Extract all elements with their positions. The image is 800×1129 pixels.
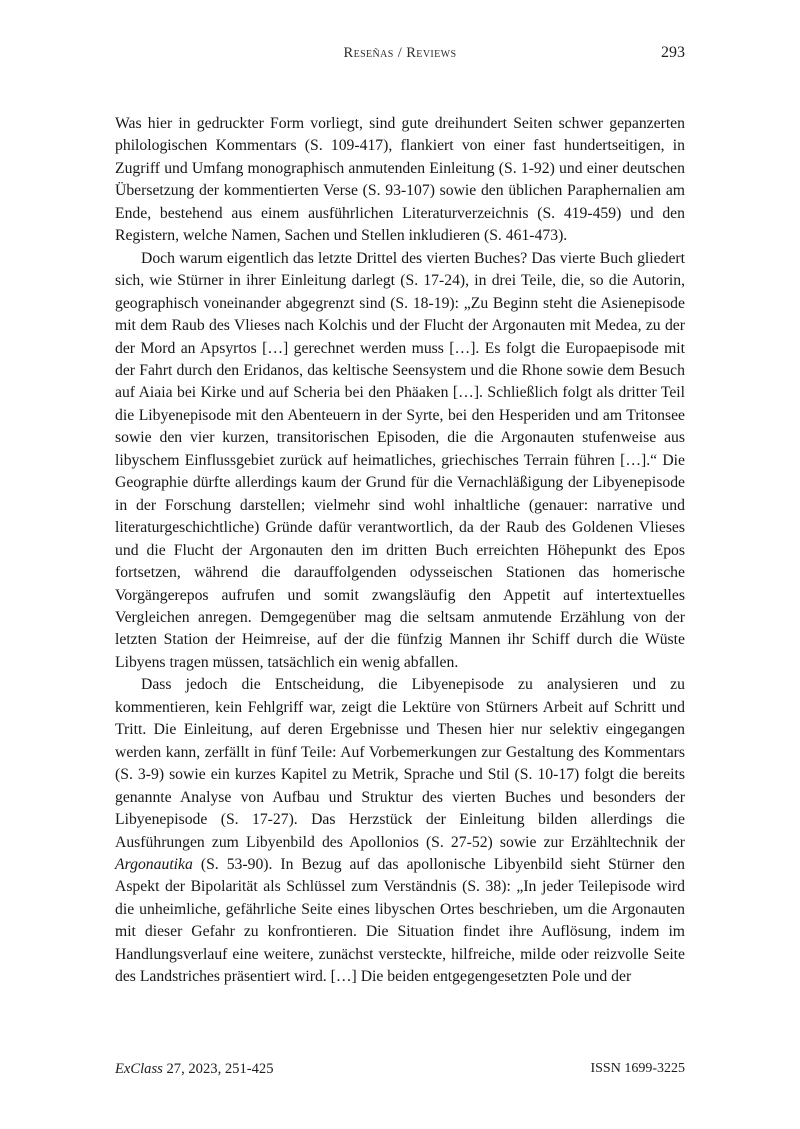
- paragraph-1: Was hier in gedruckter Form vorliegt, sind gute dreihundert Seiten schwer gepanzerten philologischen Kommentars (S. 109-417), flankiert von einer fast hundertseitigen, in Zugriff und Umfang monographisch anmutenden Einleitung (S. 1-92) und einer deutschen Übersetzung der kommentierten Verse (S. 93-107) sowie den üblichen Paraphernalien am Ende, bestehend aus einem ausführlichen Literaturverzeichnis (S. 419-459) und den Registern, welche Namen, Sachen und Stellen inkludieren (S. 461-473).: [115, 115, 685, 245]
- running-head: [115, 45, 685, 67]
- page-footer: [115, 1061, 685, 1081]
- footer-citation-detail: 27, 2023, 251-425: [162, 1061, 274, 1077]
- paragraph-3: [115, 674, 685, 988]
- paragraph-3-text-run: Dass jedoch die Entscheidung, die Libyenepisode zu analysieren und zu kommentieren, kein Fehlgriff war, zeigt die Lektüre von Stürners Arbeit auf Schritt und Tritt. Die Einleitung, auf deren Ergebnisse und Thesen hier nur selektiv eingegangen werden kann, zerfällt in fünf Teile: Auf Vorbemerkungen zur Gestaltung des Kommentars (S. 3-9) sowie ein kurzes Kapitel zu Metrik, Sprache und Stil (S. 10-17) folgt die bereits genannte Analyse von Aufbau und Struktur des vierten Buches und besonders der Libyenepisode (S. 17-27). Das Herzstück der Einleitung bilden allerdings die Ausführungen zum Libyenbild des Apollonios (S. 27-52) sowie zur Erzähltechnik der: [115, 676, 685, 851]
- body-text-column: [115, 113, 685, 989]
- footer-citation: [115, 1061, 274, 1078]
- running-head-title: Reseñas / Reviews: [343, 45, 457, 61]
- journal-title: ExClass: [115, 1061, 163, 1077]
- paragraph-3-text-run: (S. 53-90). In Bezug auf das apollonische Libyenbild sieht Stürner den Aspekt der Bipolarität als Schlüssel zum Verständnis (S. 38): „In jeder Teilepisode wird die unheimliche, gefährliche Seite eines libyschen Ortes beschrieben, um die Argonauten mit dieser Gefahr zu konfrontieren. Die Situation findet ihre Auflösung, indem im Handlungsverlauf eine weitere, zunächst versteckte, hilfreiche, milde oder reizvolle Seite des Landstriches präsentiert wird. […] Die beiden entgegengesetzten Pole und der: [115, 855, 685, 986]
- issn-label: ISSN 1699-3225: [590, 1061, 685, 1076]
- work-title-argonautika: Argonautika: [115, 855, 193, 873]
- page-number: 293: [661, 44, 685, 61]
- paragraph-2: Doch warum eigentlich das letzte Drittel des vierten Buches? Das vierte Buch gliedert sich, wie Stürner in ihrer Einleitung darlegt (S. 17-24), in drei Teile, die, so die Autorin, geographisch voneinander abgegrenzt sind (S. 18-19): „Zu Beginn steht die Asienepisode mit dem Raub des Vlieses nach Kolchis und der Flucht der Argonauten mit Medea, zu der der Mord an Apsyrtos […] gerechnet werden muss […]. Es folgt die Europaepisode mit der Fahrt durch den Eridanos, das keltische Seensystem und die Rhone sowie dem Besuch auf Aiaia bei Kirke und auf Scheria bei den Phäaken […]. Schließlich folgt als dritter Teil die Libyenepisode mit den Abenteuern in der Syrte, bei den Hesperiden und am Tritonsee sowie den vier kurzen, transitorischen Episoden, die die Argonauten stufenweise aus libyschem Einflussgebiet zurück auf heimatliches, griechisches Terrain führen […].“ Die Geographie dürfte allerdings kaum der Grund für die Vernachläßigung der Libyenepisode in der Forschung darstellen; vielmehr sind wohl inhaltliche (genauer: narrative und literaturgeschichtliche) Gründe dafür verantwortlich, da der Raub des Goldenen Vlieses und die Flucht der Argonauten den im dritten Buch erreichten Höhepunkt des Epos fortsetzen, während die darauffolgenden odysseischen Stationen das homerische Vorgängerepos aufrufen und somit zwangsläufig den Appetit auf intertextuelles Vergleichen anregen. Demgegenüber mag die seltsam anmutende Erzählung von der letzten Station der Heimreise, auf der die fünfzig Mannen ihr Schiff durch die Wüste Libyens tragen müssen, tatsächlich ein wenig abfallen.: [115, 249, 685, 671]
